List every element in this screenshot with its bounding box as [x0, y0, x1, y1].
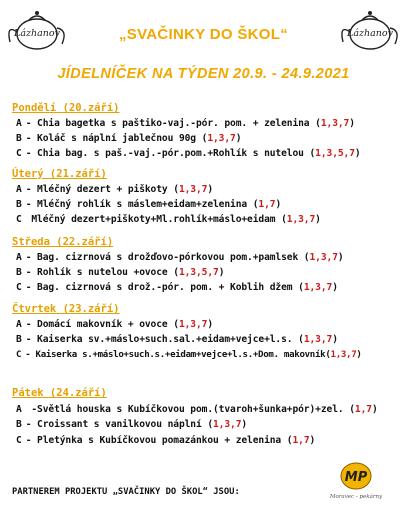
menu-item: C - Bag. cizrnová s drož.-pór. pom. + Koblih džem (1,3,7): [16, 282, 338, 293]
menu-item: B - Rohlík s nutelou +ovoce (1,3,5,7): [16, 267, 225, 278]
item-code: B: [16, 199, 22, 210]
item-code: B: [16, 419, 22, 430]
item-code: C: [16, 148, 22, 159]
allergens: 1,7: [292, 435, 310, 446]
menu-item: C - Pletýnka s Kubíčkovou pomazánkou + zelenina (1,7): [16, 435, 316, 446]
logo-text: Lázhanov: [14, 28, 60, 39]
allergens: 1,3,7: [286, 214, 316, 225]
item-text: Mléčný dezert+piškoty+Ml.rohlík+máslo+eidam (: [25, 214, 287, 225]
allergens: 1,7: [354, 404, 372, 415]
day-heading-wednesday: Středa (22.září): [12, 236, 114, 248]
menu-item: B - Croissant s vanilkovou náplní (1,3,7): [16, 419, 248, 430]
item-code: C: [16, 282, 22, 293]
menu-item: B - Koláč s náplní jablečnou 90g (1,3,7): [16, 133, 242, 144]
item-text: - Croissant s vanilkovou náplní (: [25, 419, 213, 430]
menu-item: C - Kaiserka s.+máslo+such.s.+eidam+vejce+l.s.+Dom. makovník(1,3,7): [16, 350, 362, 360]
item-text: - Mléčný rohlík s máslem+eidam+zelenina (: [25, 199, 259, 210]
partners-footer: PARTNEREM PROJEKTU „SVAČINKY DO ŠKOL“ JSOU:: [12, 487, 240, 497]
item-text: - Chia bagetka s paštiko-vaj.-pór. pom. + zelenina (: [25, 118, 321, 129]
allergens: 1,3,7: [330, 350, 357, 360]
item-code: C: [16, 350, 22, 360]
allergens: 1,3,7: [178, 319, 208, 330]
item-code: B: [16, 133, 22, 144]
item-text: - Rohlík s nutelou +ovoce (: [25, 267, 179, 278]
mp-logo-subtext: Moravec - pekárny: [329, 494, 383, 500]
item-text: - Chia bag. s paš.-vaj.-pór.pom.+Rohlík s nutelou (: [25, 148, 316, 159]
item-text: - Kaiserka s.+máslo+such.s.+eidam+vejce+l.s.+Dom. makovník(: [25, 350, 331, 360]
day-heading-monday: Pondělí (20.září): [12, 102, 120, 114]
allergens: 1,7: [258, 199, 276, 210]
menu-item: C Mléčný dezert+piškoty+Ml.rohlík+máslo+eidam (1,3,7): [16, 214, 321, 225]
allergens: 1,3,5,7: [315, 148, 355, 159]
day-heading-friday: Pátek (24.září): [12, 387, 107, 399]
menu-item: B - Kaiserka sv.+máslo+such.sal.+eidam+vejce+l.s. (1,3,7): [16, 334, 338, 345]
logo-text: Lázhanov: [347, 28, 393, 39]
mp-logo-text: MP: [344, 470, 368, 485]
allergens: 1,3,7: [309, 252, 338, 263]
allergens: 1,3,7: [213, 419, 242, 430]
item-code: A: [16, 118, 22, 129]
allergens: 1,3,7: [207, 133, 236, 144]
menu-item: A - Mléčný dezert + piškoty (1,3,7): [16, 184, 214, 195]
item-text: - Kaiserka sv.+máslo+such.sal.+eidam+vejce+l.s. (: [25, 334, 304, 345]
menu-item: B - Mléčný rohlík s máslem+eidam+zelenina (1,7): [16, 199, 282, 210]
item-text: - Pletýnka s Kubíčkovou pomazánkou + zelenina (: [25, 435, 293, 446]
allergens: 1,3,7: [303, 282, 333, 293]
item-code: A: [16, 184, 22, 195]
item-code: A: [16, 404, 22, 415]
page-title: „SVAČINKY DO ŠKOL“: [118, 26, 289, 43]
menu-item: A -Světlá houska s Kubíčkovou pom.(tvaroh+šunka+pór)+zel. (1,7): [16, 404, 378, 415]
day-heading-tuesday: Úterý (21.září): [12, 168, 107, 180]
item-code: A: [16, 319, 22, 330]
item-text: - Bag. cizrnová s drožďovo-pórkovou pom.+pamlsek (: [25, 252, 310, 263]
allergens: 1,3,7: [303, 334, 333, 345]
allergens: 1,3,7: [320, 118, 350, 129]
menu-item: A - Domácí makovník + ovoce (1,3,7): [16, 319, 214, 330]
allergens: 1,3,7: [178, 184, 208, 195]
item-text: - Koláč s náplní jablečnou 90g (: [25, 133, 208, 144]
menu-item: A - Chia bagetka s paštiko-vaj.-pór. pom. + zelenina (1,3,7): [16, 118, 355, 129]
item-code: A: [16, 252, 22, 263]
item-code: C: [16, 214, 22, 225]
day-heading-thursday: Čtvrtek (23.září): [12, 303, 120, 315]
partner-logo: [329, 460, 383, 502]
item-text: - Domácí makovník + ovoce (: [25, 319, 179, 330]
menu-item: A - Bag. cizrnová s drožďovo-pórkovou pom.+pamlsek (1,3,7): [16, 252, 344, 263]
item-code: C: [16, 435, 22, 446]
menu-week-heading: JÍDELNÍČEK NA TÝDEN 20.9. - 24.9.2021: [57, 66, 350, 82]
menu-item: C - Chia bag. s paš.-vaj.-pór.pom.+Rohlík s nutelou (1,3,5,7): [16, 148, 361, 159]
mp-logo-icon: [329, 460, 383, 502]
item-text: - Mléčný dezert + piškoty (: [25, 184, 179, 195]
item-text: -Světlá houska s Kubíčkovou pom.(tvaroh+šunka+pór)+zel. (: [25, 404, 355, 415]
item-text: - Bag. cizrnová s drož.-pór. pom. + Koblih džem (: [25, 282, 304, 293]
allergens: 1,3,5,7: [178, 267, 219, 278]
item-code: B: [16, 267, 22, 278]
item-code: B: [16, 334, 22, 345]
